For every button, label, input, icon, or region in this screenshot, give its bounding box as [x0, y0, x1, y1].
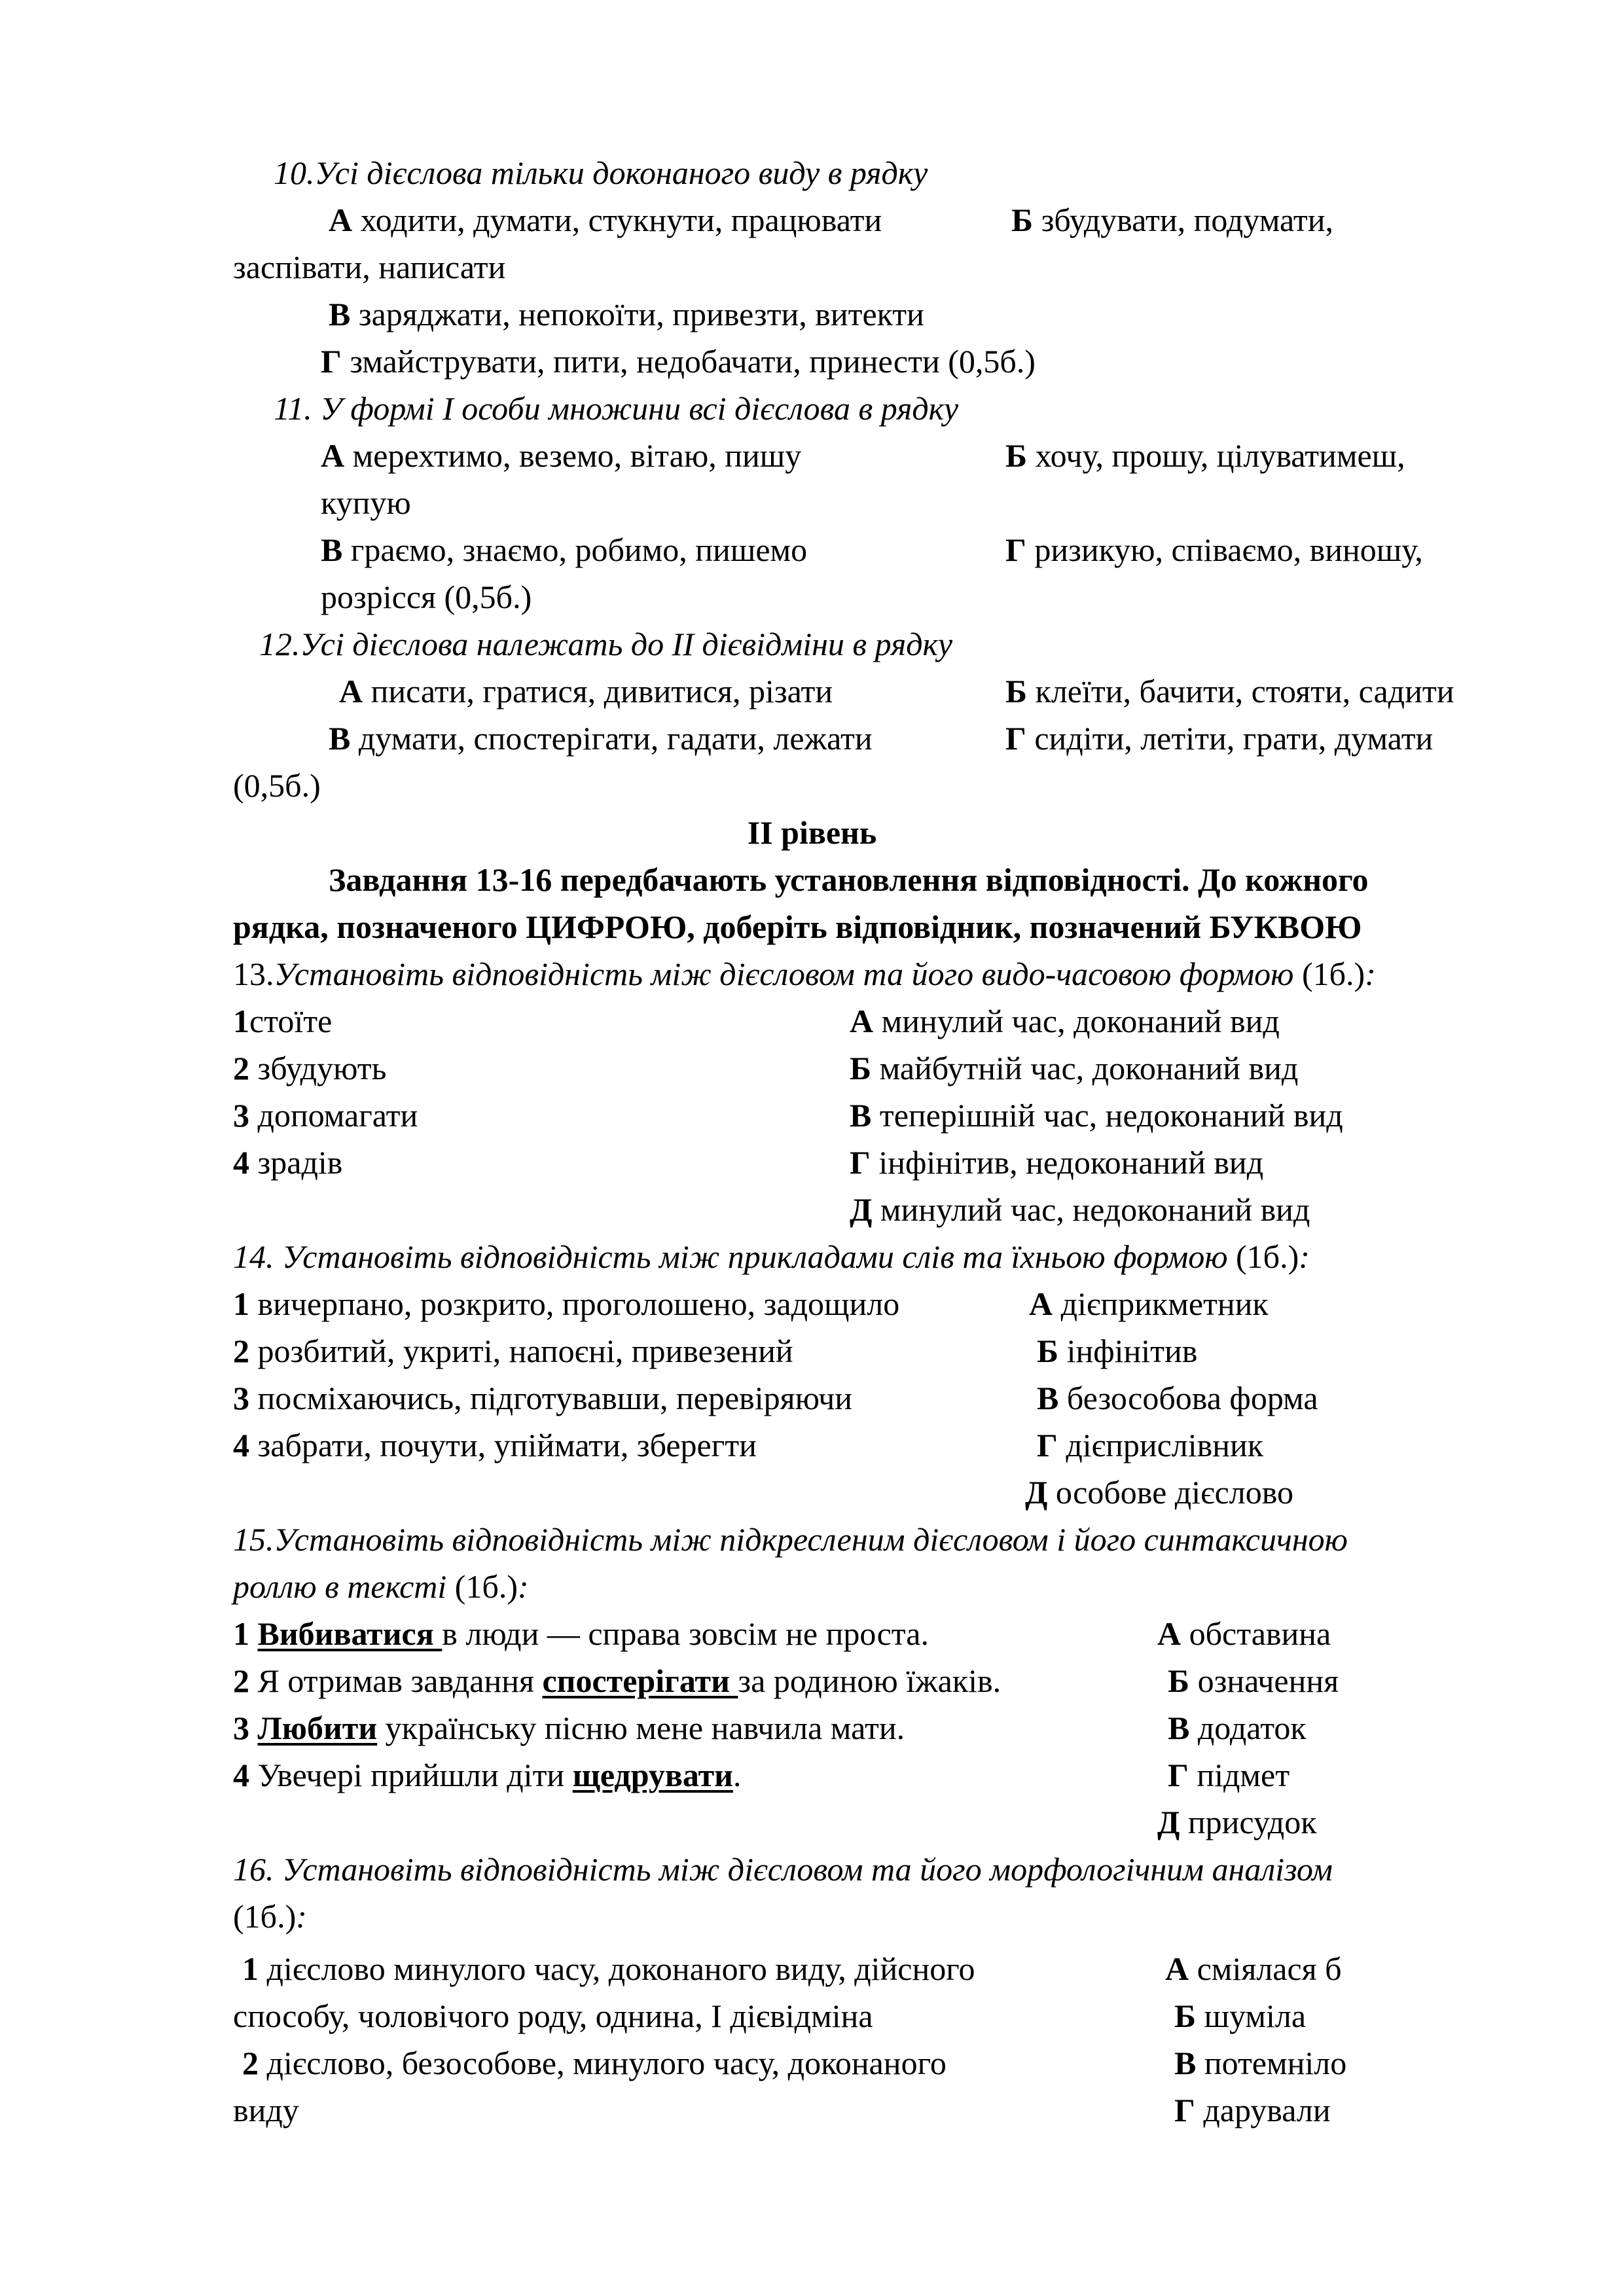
q12-option-b: Б клеїти, бачити, стояти, садити	[1005, 673, 1454, 709]
q13-left-2: 2 збудують	[233, 1050, 387, 1086]
q15-title-line2: роллю в тексті (1б.):	[233, 1568, 529, 1605]
q14-right-e: Д особове дієслово	[1025, 1474, 1293, 1511]
q16-right-c: В потемніло	[1174, 2045, 1347, 2081]
q16-right-b: Б шуміла	[1174, 1998, 1307, 2034]
q11-option-d: Г ризикую, співаємо, виношу,	[1005, 531, 1423, 568]
q16-item-2-line1: 2 дієслово, безособове, минулого часу, доконаного	[242, 2045, 947, 2081]
q13-left-1: 1стоїте	[233, 1003, 333, 1039]
q11-option-c: В граємо, знаємо, робимо, пишемо	[321, 531, 808, 568]
q14-right-b: Б інфінітив	[1037, 1333, 1198, 1369]
q12-option-c: В думати, спостерігати, гадати, лежати	[329, 720, 873, 757]
q13-right-c: В теперішній час, недоконаний вид	[850, 1097, 1343, 1134]
q10-option-b-cont: заспівати, написати	[233, 249, 506, 285]
q10-option-a: А ходити, думати, стукнути, працювати	[329, 202, 882, 238]
q15-right-b: Б означення	[1168, 1662, 1339, 1699]
q15-right-d: Г підмет	[1168, 1757, 1290, 1793]
q12-option-d: Г сидіти, летіти, грати, думати	[1005, 720, 1434, 757]
q12-points: (0,5б.)	[233, 767, 321, 804]
q14-left-4: 4 забрати, почути, упіймати, зберегти	[233, 1427, 757, 1463]
q15-right-a: А обставина	[1157, 1615, 1331, 1652]
q15-right-e: Д присудок	[1157, 1804, 1317, 1840]
q15-title-line1: 15.Установіть відповідність між підкресленим дієсловом і його синтаксичною	[233, 1521, 1348, 1558]
q14-title: 14. Установіть відповідність між прикладами слів та їхньою формою (1б.):	[233, 1238, 1310, 1275]
q16-item-1-line2: способу, чоловічого роду, однина, І дієвідміна	[233, 1998, 873, 2034]
q13-right-b: Б майбутній час, доконаний вид	[850, 1050, 1299, 1086]
q15-right-c: В додаток	[1168, 1710, 1307, 1746]
q14-right-d: Г дієприслівник	[1037, 1427, 1264, 1463]
q12-title: 12.Усі дієслова належать до ІІ дієвідміни в рядку	[259, 626, 953, 662]
q14-left-1: 1 вичерпано, розкрито, проголошено, задощило	[233, 1285, 900, 1322]
level-instruction-line1: Завдання 13-16 передбачають установлення відповідності. До кожного	[329, 861, 1369, 898]
q14-left-2: 2 розбитий, укриті, напоєні, привезений	[233, 1333, 793, 1369]
q13-right-a: А минулий час, доконаний вид	[850, 1003, 1280, 1039]
level-instruction-line2: рядка, позначеного ЦИФРОЮ, доберіть відповідник, позначений БУКВОЮ	[233, 908, 1362, 945]
q15-sentence-4: 4 Увечері прийшли діти щедрувати.	[233, 1757, 742, 1793]
q13-right-e: Д минулий час, недоконаний вид	[850, 1191, 1310, 1228]
q16-title: 16. Установіть відповідність між дієсловом та його морфологічним аналізом	[233, 1851, 1333, 1888]
q15-sentence-1: 1 Вибиватися в люди — справа зовсім не проста.	[233, 1615, 929, 1652]
q11-title: 11. У формі І особи множини всі дієслова в рядку	[274, 390, 959, 427]
q14-left-3: 3 посміхаючись, підготувавши, перевіряючи	[233, 1380, 852, 1416]
q11-option-d-cont: розрісся (0,5б.)	[321, 579, 532, 615]
q13-title: 13.Установіть відповідність між дієсловом та його видо-часовою формою (1б.):	[233, 956, 1376, 992]
q16-item-1-line1: 1 дієслово минулого часу, доконаного виду, дійсного	[242, 1950, 975, 1987]
q13-left-4: 4 зрадів	[233, 1144, 343, 1181]
q14-right-a: А дієприкметник	[1029, 1285, 1269, 1322]
q10-option-c: В заряджати, непокоїти, привезти, витекти	[329, 296, 924, 332]
q11-option-b-cont: купую	[321, 484, 411, 521]
q10-option-b: Б збудувати, подумати,	[1011, 202, 1333, 238]
q16-points: (1б.):	[233, 1898, 307, 1935]
q15-sentence-2: 2 Я отримав завдання спостерігати за родиною їжаків.	[233, 1662, 1001, 1699]
q14-right-c: В безособова форма	[1037, 1380, 1318, 1416]
q16-right-a: А сміялася б	[1165, 1950, 1342, 1987]
level-heading: ІІ рівень	[747, 814, 877, 851]
q16-item-2-line2: виду	[233, 2092, 299, 2128]
q12-option-a: А писати, гратися, дивитися, різати	[339, 673, 833, 709]
q16-right-d: Г дарували	[1174, 2092, 1331, 2128]
q15-sentence-3: 3 Любити українську пісню мене навчила мати.	[233, 1710, 905, 1746]
q13-right-d: Г інфінітив, недоконаний вид	[850, 1144, 1264, 1181]
q11-option-b: Б хочу, прошу, цілуватимеш,	[1005, 437, 1405, 474]
q11-option-a: А мерехтимо, веземо, вітаю, пишу	[321, 437, 802, 474]
q10-title: 10.Усі дієслова тільки доконаного виду в рядку	[274, 154, 928, 191]
q10-option-d: Г змайструвати, пити, недобачати, принести (0,5б.)	[321, 343, 1036, 380]
q13-left-3: 3 допомагати	[233, 1097, 418, 1134]
